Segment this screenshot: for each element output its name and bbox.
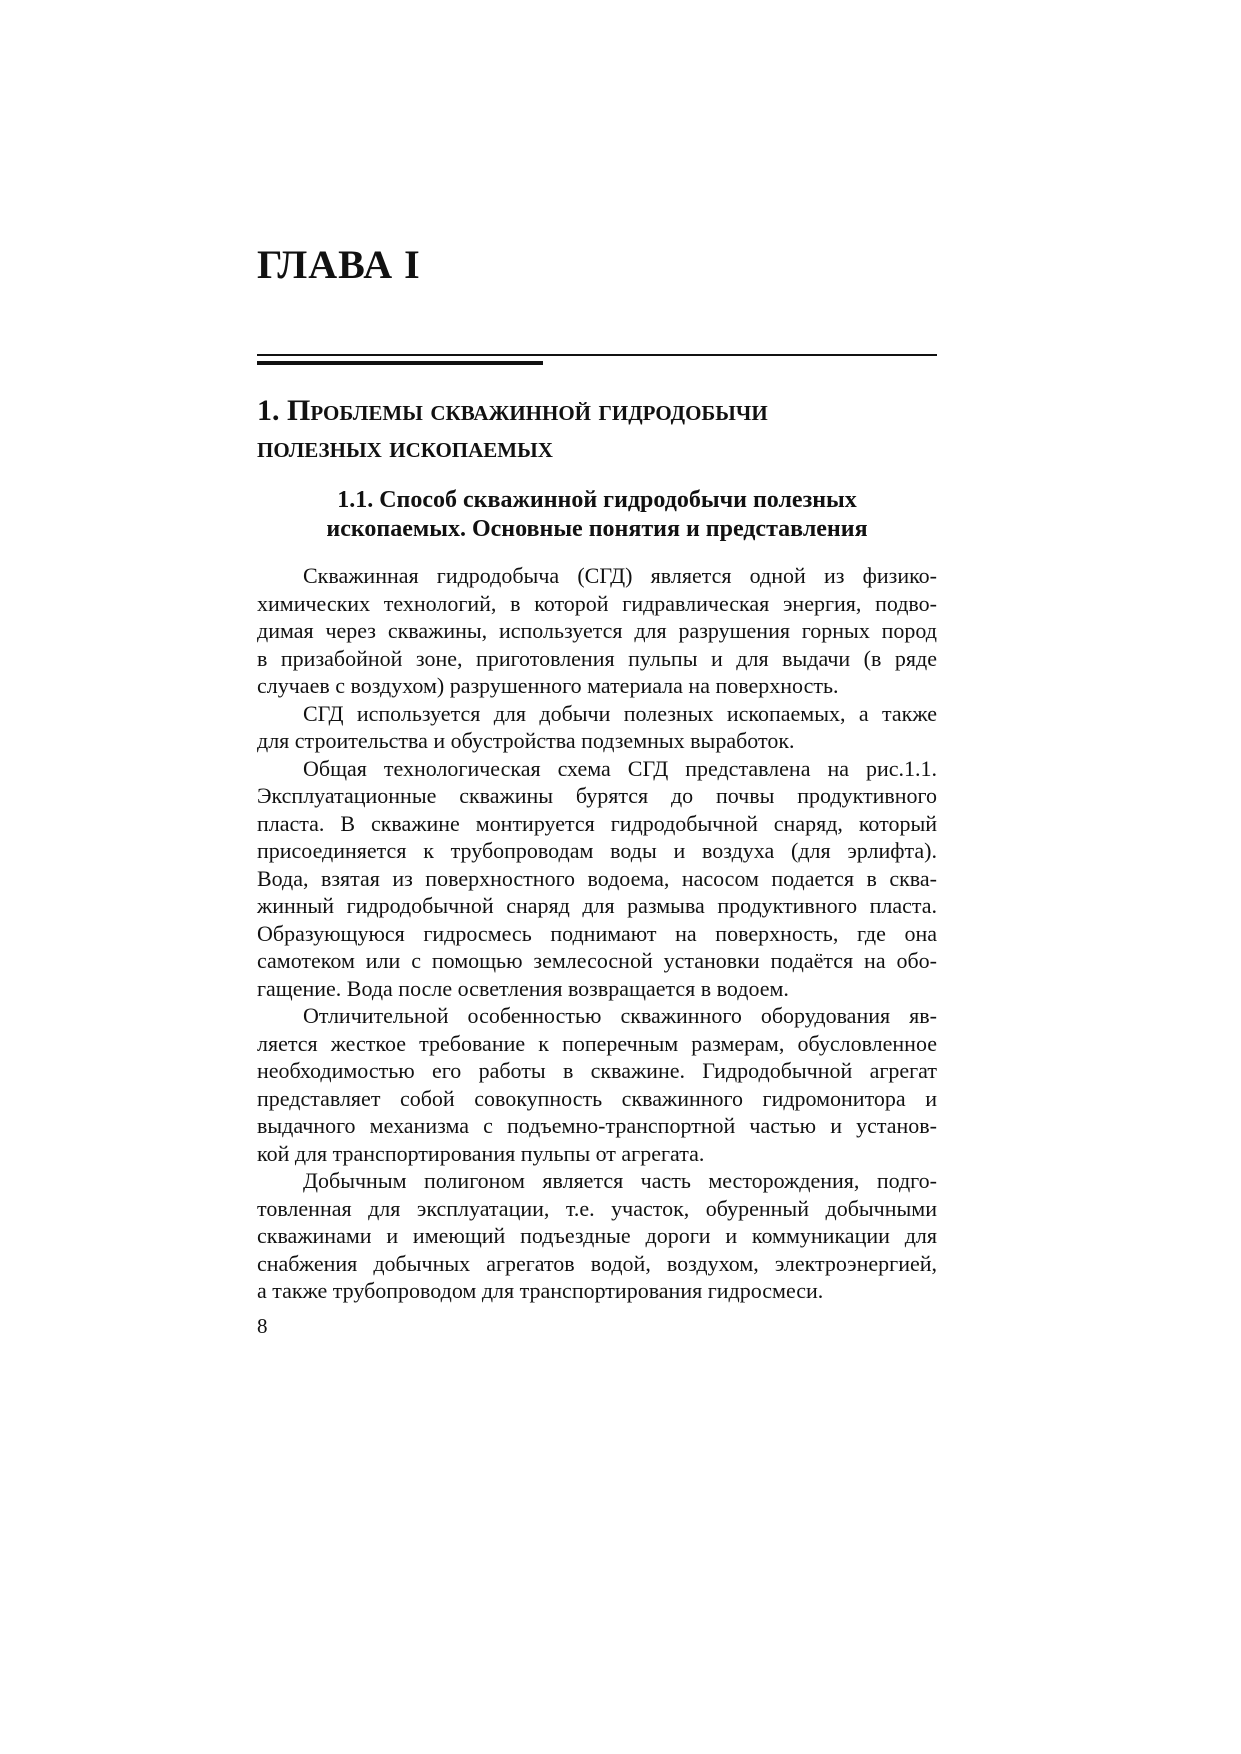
paragraph-line: скважинами и имеющий подъездные дороги и коммуникации для bbox=[257, 1223, 937, 1248]
paragraph-line: снабжения добычных агрегатов водой, воздухом, электроэнергией, bbox=[257, 1250, 937, 1276]
subsection-heading-line2: ископаемых. Основные понятия и представления bbox=[326, 516, 868, 542]
divider-rule-thin bbox=[257, 354, 937, 356]
subsection-heading-line1: 1.1. Способ скважинной гидродобычи полезных bbox=[337, 487, 857, 513]
divider-rule-thick bbox=[257, 361, 543, 365]
text-block bbox=[257, 0, 937, 1754]
body-paragraphs bbox=[257, 562, 937, 1305]
paragraph bbox=[257, 1167, 937, 1305]
paragraph-line: Образующуюся гидросмесь поднимают на поверхность, где она bbox=[257, 920, 937, 946]
paragraph-line: димая через скважины, используется для разрушения горных пород bbox=[257, 618, 937, 643]
paragraph-line: самотеком или с помощью землесосной установки подаётся на обо- bbox=[257, 948, 937, 973]
chapter-title: ГЛАВА I bbox=[257, 242, 421, 287]
paragraph-line: ляется жесткое требование к поперечным размерам, обусловленное bbox=[257, 1030, 937, 1056]
paragraph bbox=[257, 755, 937, 1003]
paragraph-line: в призабойной зоне, приготовления пульпы и для выдачи (в ряде bbox=[257, 645, 937, 671]
paragraph-line: СГД используется для добычи полезных ископаемых, а также bbox=[303, 700, 937, 726]
paragraph-line: для строительства и обустройства подземных выработок. bbox=[257, 728, 795, 753]
paragraph bbox=[257, 562, 937, 700]
paragraph bbox=[257, 1002, 937, 1167]
page-number: 8 bbox=[257, 1314, 268, 1338]
paragraph-line: химических технологий, в которой гидравлическая энергия, подво- bbox=[257, 590, 937, 616]
paragraph-line: представляет собой совокупность скважинного гидромонитора и bbox=[257, 1085, 937, 1111]
paragraph bbox=[257, 700, 937, 755]
subsection-heading bbox=[257, 486, 937, 544]
paragraph-line: гащение. Вода после осветления возвращается в водоем. bbox=[257, 975, 789, 1001]
paragraph-line: Скважинная гидродобыча (СГД) является одной из физико- bbox=[303, 563, 937, 588]
paragraph-line: Добычным полигоном является часть месторождения, подго- bbox=[303, 1168, 937, 1193]
paragraph-line: Вода, взятая из поверхностного водоема, насосом подается в сква- bbox=[257, 865, 937, 891]
paragraph-line: товленная для эксплуатации, т.е. участок, обуренный добычными bbox=[257, 1195, 937, 1221]
paragraph-line: необходимостью его работы в скважине. Гидродобычной агрегат bbox=[257, 1058, 937, 1083]
paragraph-line: случаев с воздухом) разрушенного материала на поверхность. bbox=[257, 673, 839, 698]
paragraph-line: кой для транспортирования пульпы от агрегата. bbox=[257, 1140, 705, 1166]
section-heading-line1: 1. Проблемы скважинной гидродобычи bbox=[257, 394, 768, 427]
paragraph-line: Общая технологическая схема СГД представлена на рис.1.1. bbox=[303, 755, 937, 781]
paragraph-line: Эксплуатационные скважины бурятся до почвы продуктивного bbox=[257, 783, 937, 808]
paragraph-line: Отличительной особенностью скважинного оборудования яв- bbox=[303, 1003, 937, 1028]
paragraph-line: а также трубопроводом для транспортирования гидросмеси. bbox=[257, 1278, 824, 1303]
section-heading bbox=[257, 392, 937, 466]
paragraph-line: присоединяется к трубопроводам воды и воздуха (для эрлифта). bbox=[257, 838, 937, 863]
paragraph-line: выдачного механизма с подъемно-транспортной частью и установ- bbox=[257, 1113, 937, 1138]
paragraph-line: пласта. В скважине монтируется гидродобычной снаряд, который bbox=[257, 810, 937, 836]
paragraph-line: жинный гидродобычной снаряд для размыва продуктивного пласта. bbox=[257, 893, 937, 918]
section-heading-line2: полезных ископаемых bbox=[257, 431, 553, 464]
